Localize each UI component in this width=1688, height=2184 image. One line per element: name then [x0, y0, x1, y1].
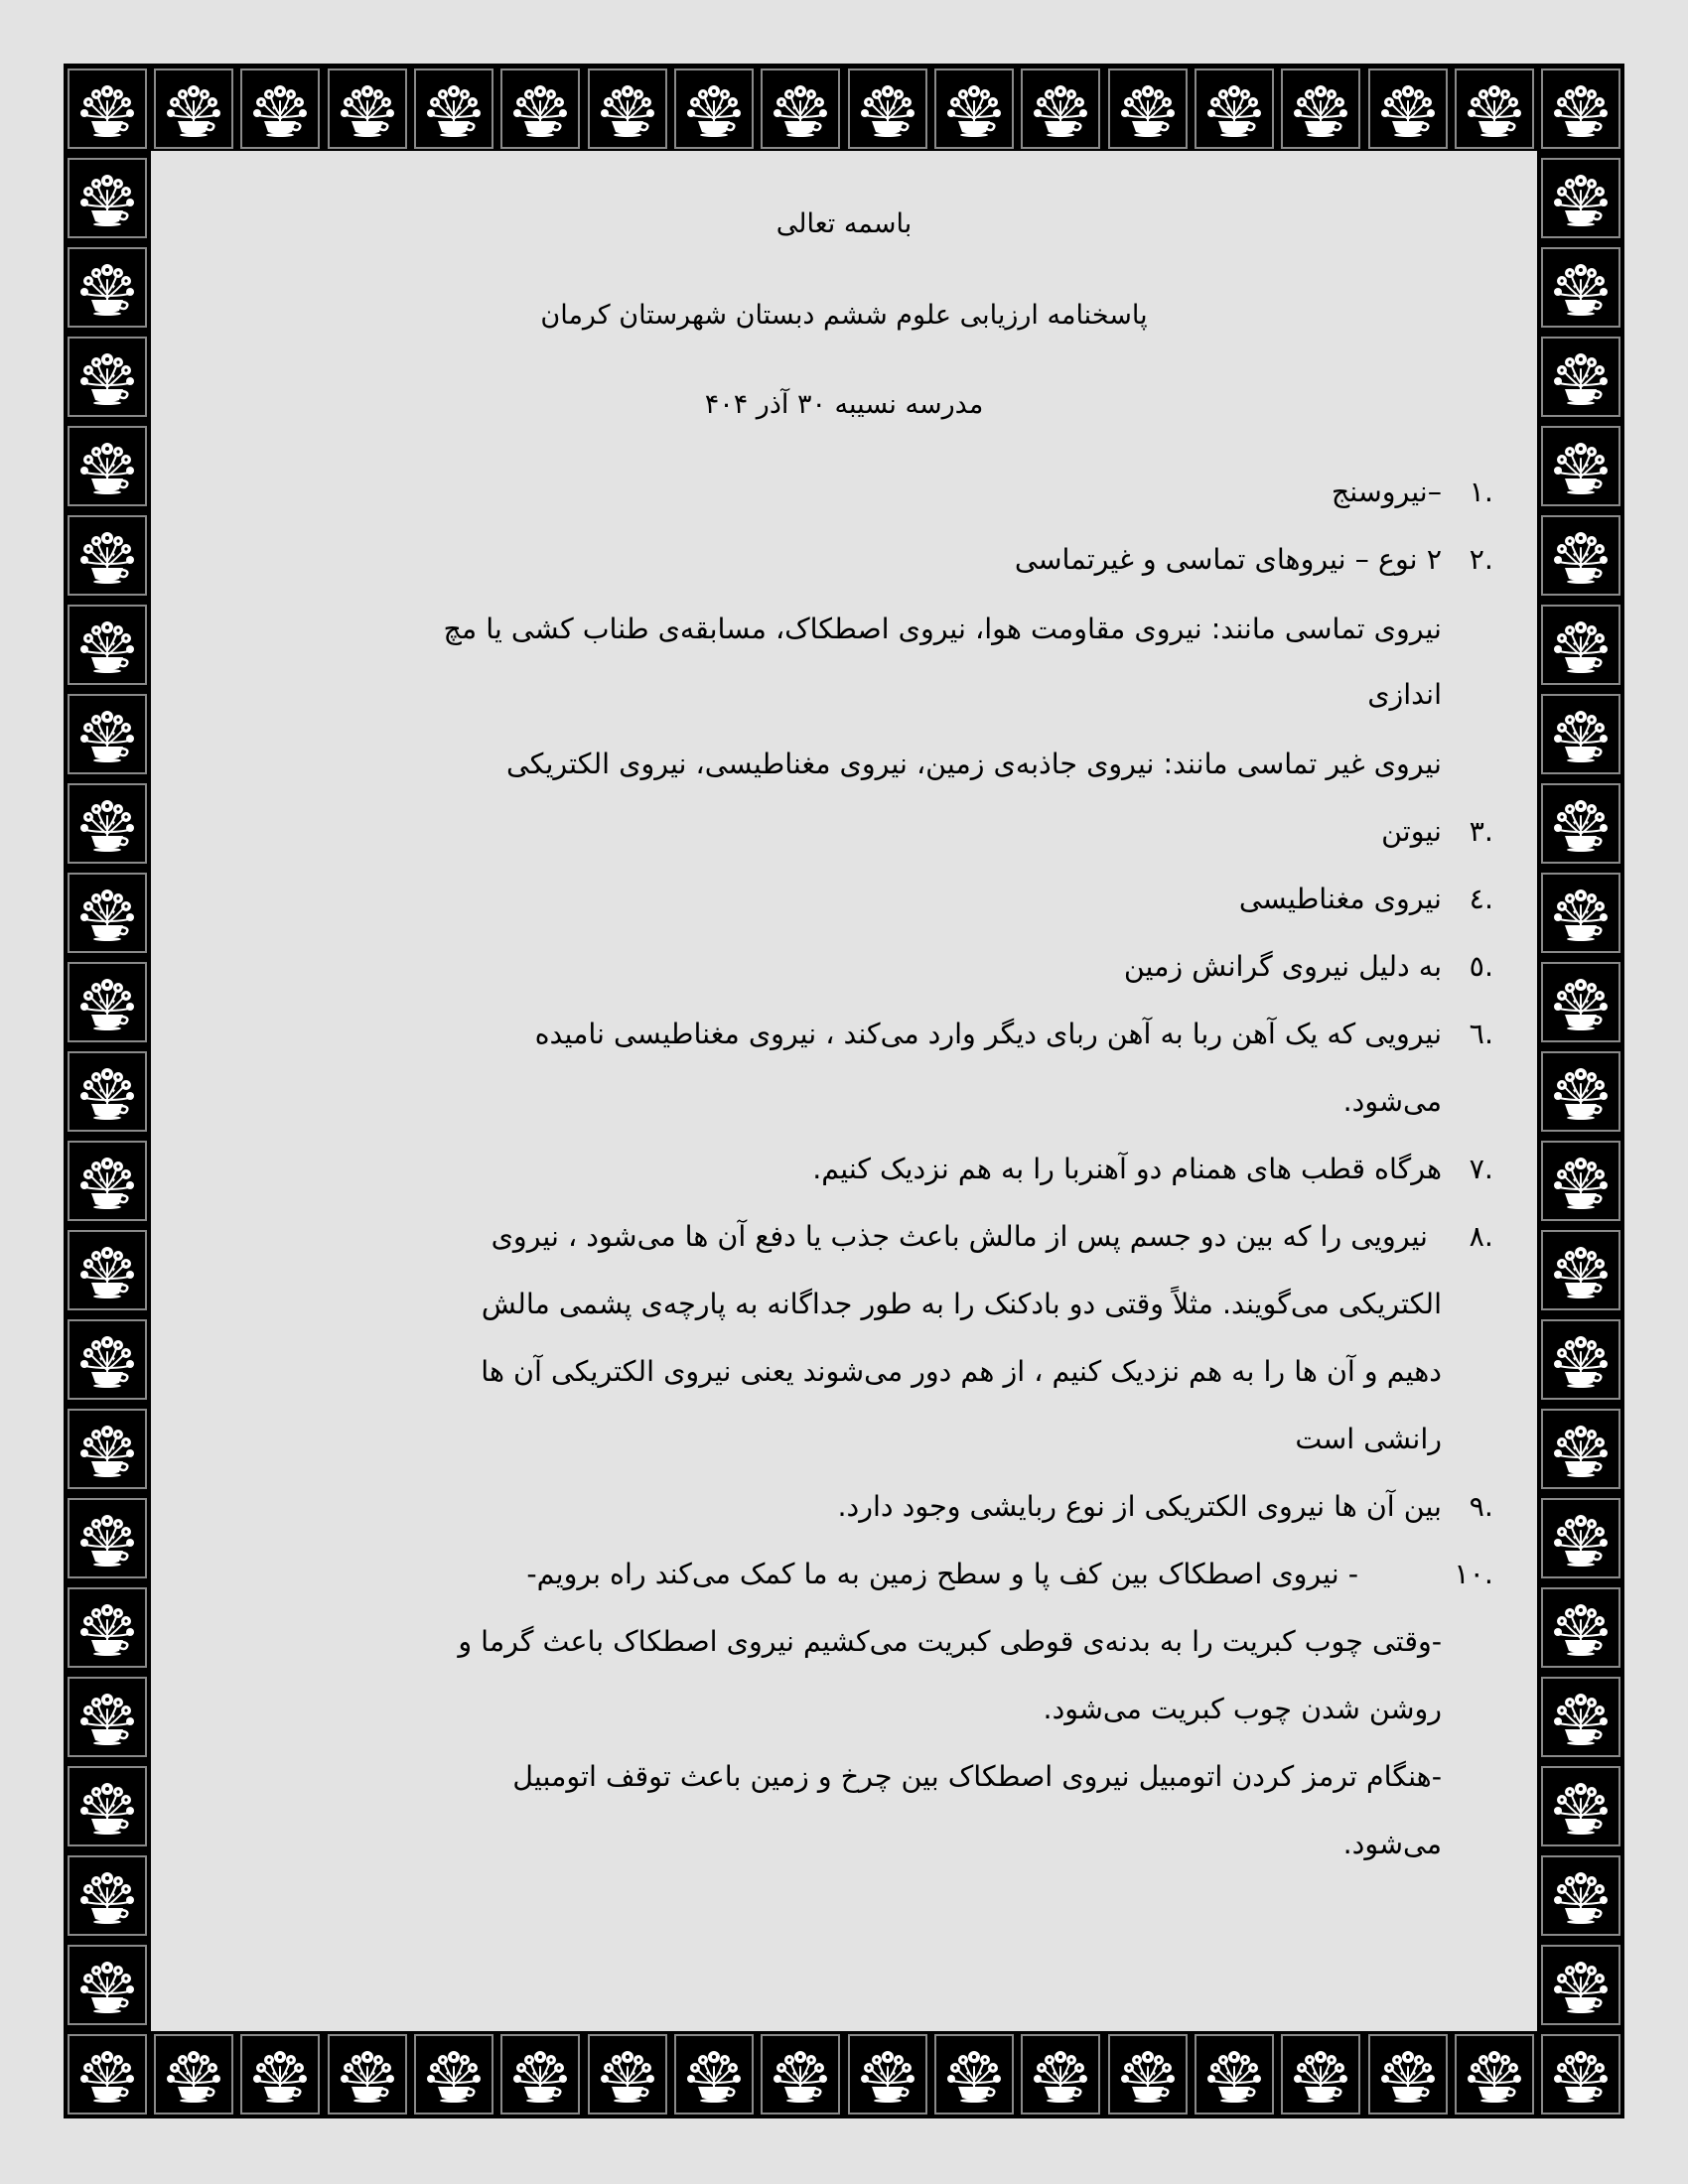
flower-pot-icon: [154, 68, 233, 149]
flower-pot-icon: [1455, 2034, 1534, 2115]
flower-pot-icon: [414, 68, 493, 149]
flower-pot-icon: [848, 68, 927, 149]
flower-pot-icon: [68, 962, 147, 1042]
flower-pot-icon: [1541, 2034, 1620, 2115]
flower-pot-icon: [1541, 1587, 1620, 1668]
flower-pot-icon: [1541, 605, 1620, 685]
invocation-heading: باسمه تعالی: [775, 208, 913, 239]
answer-7-line-1: هرگاه قطب های همنام دو آهنربا را به هم نزدیک کنیم.: [812, 1153, 1442, 1185]
flower-pot-icon: [68, 873, 147, 953]
flower-pot-icon: [68, 68, 147, 149]
flower-pot-icon: [848, 2034, 927, 2115]
flower-pot-icon: [761, 2034, 840, 2115]
flower-pot-icon: [1541, 1230, 1620, 1310]
answer-9-line-1: بین آن ها نیروی الکتریکی از نوع ربایشی وجود دارد.: [837, 1490, 1442, 1523]
answer-1-line-1: –نیروسنج: [1331, 476, 1442, 508]
flower-pot-icon: [328, 2034, 407, 2115]
flower-pot-icon: [328, 68, 407, 149]
flower-pot-icon: [761, 68, 840, 149]
flower-pot-icon: [240, 68, 320, 149]
flower-pot-icon: [1541, 1051, 1620, 1132]
flower-pot-icon: [68, 783, 147, 864]
flower-pot-icon: [240, 2034, 320, 2115]
flower-pot-icon: [68, 1587, 147, 1668]
flower-pot-icon: [1368, 2034, 1448, 2115]
answer-number: ۷.: [1469, 1153, 1493, 1185]
answer-2-line-4: نیروی غیر تماسی مانند: نیروی جاذبه‌ی زمین، نیروی مغناطیسی، نیروی الکتریکی: [506, 748, 1442, 780]
flower-pot-icon: [68, 694, 147, 774]
flower-pot-icon: [1455, 68, 1534, 149]
flower-pot-icon: [1541, 158, 1620, 238]
answer-10-line-2: -وقتی چوب کبریت را به بدنه‌ی قوطی کبریت می‌کشیم نیروی اصطکاک باعث گرما و: [458, 1625, 1442, 1658]
flower-pot-icon: [1541, 873, 1620, 953]
answer-8-line-3: دهیم و آن ها را به هم نزدیک کنیم ، از هم دور می‌شوند یعنی نیروی الکتریکی آن ها: [481, 1355, 1442, 1388]
flower-pot-icon: [1541, 1141, 1620, 1221]
flower-pot-icon: [68, 158, 147, 238]
flower-pot-icon: [1541, 1498, 1620, 1578]
flower-pot-icon: [934, 68, 1014, 149]
flower-pot-icon: [1541, 1766, 1620, 1846]
flower-pot-icon: [1541, 694, 1620, 774]
flower-pot-icon: [1541, 1409, 1620, 1489]
flower-pot-icon: [68, 1855, 147, 1936]
answer-8-line-4: رانشی است: [1295, 1423, 1442, 1455]
flower-pot-icon: [1541, 426, 1620, 506]
answer-2-line-1: ۲ نوع – نیروهای تماسی و غیرتماسی: [1014, 543, 1442, 576]
flower-pot-icon: [1541, 962, 1620, 1042]
flower-pot-icon: [68, 426, 147, 506]
flower-pot-icon: [1541, 515, 1620, 596]
document-content: [191, 151, 1497, 2031]
flower-pot-icon: [1541, 1677, 1620, 1757]
flower-pot-icon: [68, 1319, 147, 1400]
flower-pot-icon: [1021, 68, 1100, 149]
flower-pot-icon: [934, 2034, 1014, 2115]
flower-pot-icon: [674, 2034, 754, 2115]
answer-2-line-3: اندازی: [1367, 678, 1442, 711]
flower-pot-icon: [68, 2034, 147, 2115]
flower-pot-icon: [1108, 68, 1188, 149]
flower-pot-icon: [68, 247, 147, 328]
answer-number: ۱۰.: [1454, 1558, 1493, 1590]
school-date-line: مدرسه نسیبه ۳۰ آذر ۴۰۴: [704, 389, 984, 420]
answer-10-line-5: می‌شود.: [1342, 1828, 1442, 1860]
flower-pot-icon: [674, 68, 754, 149]
answer-number: ٥.: [1469, 950, 1493, 983]
flower-pot-icon: [68, 605, 147, 685]
flower-pot-icon: [1368, 68, 1448, 149]
answer-5-line-1: به دلیل نیروی گرانش زمین: [1123, 950, 1442, 983]
flower-pot-icon: [68, 1409, 147, 1489]
flower-pot-icon: [1541, 247, 1620, 328]
answer-6-line-1: نیرویی که یک آهن ربا به آهن ربای دیگر وارد می‌کند ، نیروی مغناطیسی نامیده: [534, 1018, 1442, 1050]
flower-pot-icon: [1195, 2034, 1274, 2115]
answer-number: ۳.: [1469, 815, 1493, 848]
document-title: پاسخنامه ارزیابی علوم ششم دبستان شهرستان کرمان: [540, 300, 1148, 331]
answer-3-line-1: نیوتن: [1381, 815, 1442, 848]
answer-8-line-2: الکتریکی می‌گویند. مثلاً وقتی دو بادکنک را به طور جداگانه به پارچه‌ی پشمی مالش: [481, 1288, 1442, 1320]
flower-pot-icon: [154, 2034, 233, 2115]
flower-pot-icon: [500, 68, 580, 149]
answer-10-line-4: -هنگام ترمز کردن اتومبیل نیروی اصطکاک بین چرخ و زمین باعث توقف اتومبیل: [512, 1760, 1442, 1793]
flower-pot-icon: [1195, 68, 1274, 149]
answer-2-line-2: نیروی تماسی مانند: نیروی مقاومت هوا، نیروی اصطکاک، مسابقه‌ی طناب کشی یا مچ: [443, 613, 1442, 645]
flower-pot-icon: [1281, 68, 1360, 149]
flower-pot-icon: [68, 1051, 147, 1132]
flower-pot-icon: [1541, 1945, 1620, 2025]
answer-number: ٤.: [1469, 883, 1493, 915]
flower-pot-icon: [500, 2034, 580, 2115]
answer-10-line-1: - نیروی اصطکاک بین کف پا و سطح زمین به ما کمک می‌کند راه برویم-: [526, 1558, 1358, 1590]
flower-pot-icon: [1541, 1319, 1620, 1400]
flower-pot-icon: [1541, 783, 1620, 864]
answer-number: ۸.: [1469, 1220, 1493, 1253]
flower-pot-icon: [68, 1141, 147, 1221]
flower-pot-icon: [68, 337, 147, 417]
flower-pot-icon: [1541, 1855, 1620, 1936]
flower-pot-icon: [68, 1230, 147, 1310]
flower-pot-icon: [588, 2034, 667, 2115]
flower-pot-icon: [1541, 68, 1620, 149]
answer-number: ۲.: [1469, 543, 1493, 576]
flower-pot-icon: [68, 1766, 147, 1846]
flower-pot-icon: [414, 2034, 493, 2115]
answer-4-line-1: نیروی مغناطیسی: [1238, 883, 1442, 915]
answer-8-line-1: نیرویی را که بین دو جسم پس از مالش باعث جذب یا دفع آن ها می‌شود ، نیروی: [491, 1220, 1428, 1253]
flower-pot-icon: [68, 1498, 147, 1578]
flower-pot-icon: [68, 1945, 147, 2025]
answer-sheet: [151, 151, 1537, 2031]
answer-number: ٦.: [1469, 1018, 1493, 1050]
flower-pot-icon: [1281, 2034, 1360, 2115]
flower-pot-icon: [1021, 2034, 1100, 2115]
answer-6-line-2: می‌شود.: [1342, 1085, 1442, 1118]
answer-number: ۱.: [1469, 476, 1493, 508]
flower-pot-icon: [68, 1677, 147, 1757]
answer-10-line-3: روشن شدن چوب کبریت می‌شود.: [1043, 1693, 1442, 1725]
flower-pot-icon: [1108, 2034, 1188, 2115]
flower-pot-icon: [588, 68, 667, 149]
answer-number: ۹.: [1469, 1490, 1493, 1523]
flower-pot-icon: [1541, 337, 1620, 417]
flower-pot-icon: [68, 515, 147, 596]
